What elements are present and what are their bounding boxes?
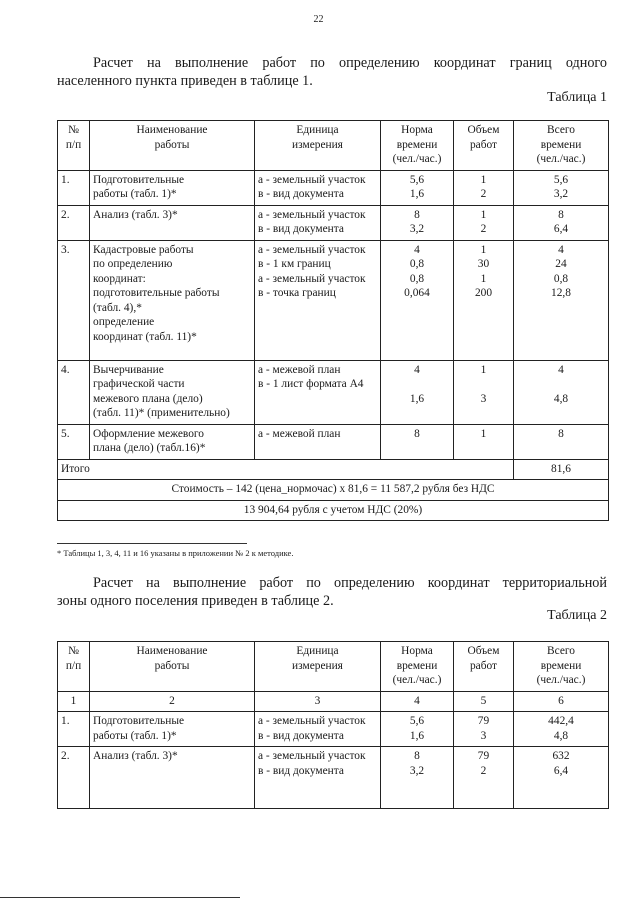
total-value: 81,6 [514,459,609,480]
row-unit: а - земельный участок в - вид документа [255,205,381,240]
row-total: 8 [514,424,609,459]
row-name: Кадастровые работы по определению координат: подготовительные работы (табл. 4),* определение координат (табл. 11)* [90,240,255,360]
row-total: 4 24 0,8 12,8 [514,240,609,360]
row-unit: а - земельный участок в - вид документа [255,712,381,747]
row-num: 4. [58,360,90,424]
page-number: 22 [313,14,324,25]
row-num: 2. [58,205,90,240]
row-unit: а - земельный участок в - вид документа [255,170,381,205]
paragraph-line: населенного пункта приведен в таблице 1. [57,73,313,89]
paragraph-line: Расчет на выполнение работ по определению координат территориальной [93,575,607,591]
row-norm: 4 0,8 0,8 0,064 [381,240,454,360]
table-2 [57,641,609,809]
row-norm: 8 3,2 [381,747,454,809]
header-unit: Единица измерения [255,121,381,171]
row-volume: 1 [454,424,514,459]
cost-row [58,480,609,501]
col-number: 2 [90,691,255,712]
table-row [58,170,609,205]
row-norm: 8 [381,424,454,459]
col-number: 6 [514,691,609,712]
row-unit: а - межевой план [255,424,381,459]
column-number-row [58,691,609,712]
paragraph-line: зоны одного поселения приведен в таблице 2. [57,593,334,609]
row-name: Подготовительные работы (табл. 1)* [90,170,255,205]
row-volume: 1 2 [454,170,514,205]
row-volume: 1 2 [454,205,514,240]
header-num: № п/п [58,121,90,171]
row-total: 4 4,8 [514,360,609,424]
table-2-caption: Таблица 2 [547,608,607,623]
paragraph-line: Расчет на выполнение работ по определению координат границ одного [93,55,607,71]
col-number: 3 [255,691,381,712]
row-name: Оформление межевого плана (дело) (табл.16)* [90,424,255,459]
row-name: Анализ (табл. 3)* [90,205,255,240]
row-norm: 5,6 1,6 [381,712,454,747]
footnote-divider [57,543,247,544]
table-row [58,360,609,424]
table-header-row [58,121,609,171]
col-number: 4 [381,691,454,712]
total-label: Итого [58,459,514,480]
row-name: Анализ (табл. 3)* [90,747,255,809]
row-name: Вычерчивание графической части межевого плана (дело) (табл. 11)* (применительно) [90,360,255,424]
intro-paragraph-2 [57,574,607,610]
row-num: 2. [58,747,90,809]
row-volume: 1 30 1 200 [454,240,514,360]
header-unit: Единица измерения [255,642,381,692]
footnote: * Таблицы 1, 3, 4, 11 и 16 указаны в приложении № 2 к методике. [57,548,294,558]
table-1 [57,120,609,521]
table-row [58,712,609,747]
header-num: № п/п [58,642,90,692]
table-row [58,747,609,809]
row-unit: а - земельный участок в - вид документа [255,747,381,809]
col-number: 1 [58,691,90,712]
row-volume: 79 3 [454,712,514,747]
row-num: 3. [58,240,90,360]
row-total: 442,4 4,8 [514,712,609,747]
row-norm: 8 3,2 [381,205,454,240]
header-total: Всего времени (чел./час.) [514,121,609,171]
header-name: Наименование работы [90,642,255,692]
row-num: 1. [58,712,90,747]
table-row [58,205,609,240]
header-norm: Норма времени (чел./час.) [381,121,454,171]
row-volume: 79 2 [454,747,514,809]
cost-line: Стоимость – 142 (цена_нормочас) х 81,6 = 11 587,2 рубля без НДС [58,480,609,501]
row-norm: 5,6 1,6 [381,170,454,205]
row-total: 632 6,4 [514,747,609,809]
row-unit: а - межевой план в - 1 лист формата А4 [255,360,381,424]
header-norm: Норма времени (чел./час.) [381,642,454,692]
row-num: 5. [58,424,90,459]
header-total: Всего времени (чел./час.) [514,642,609,692]
row-volume: 1 3 [454,360,514,424]
table-header-row [58,642,609,692]
col-number: 5 [454,691,514,712]
row-num: 1. [58,170,90,205]
vat-line: 13 904,64 рубля с учетом НДС (20%) [58,500,609,521]
page-bottom-divider [0,897,240,898]
table-row [58,240,609,360]
row-name: Подготовительные работы (табл. 1)* [90,712,255,747]
table-row [58,424,609,459]
row-total: 8 6,4 [514,205,609,240]
row-total: 5,6 3,2 [514,170,609,205]
intro-paragraph-1 [57,54,607,90]
header-name: Наименование работы [90,121,255,171]
vat-row [58,500,609,521]
header-volume: Объем работ [454,121,514,171]
header-volume: Объем работ [454,642,514,692]
table-1-caption: Таблица 1 [547,90,607,105]
total-row [58,459,609,480]
row-unit: а - земельный участок в - 1 км границ а - земельный участок в - точка границ [255,240,381,360]
row-norm: 4 1,6 [381,360,454,424]
